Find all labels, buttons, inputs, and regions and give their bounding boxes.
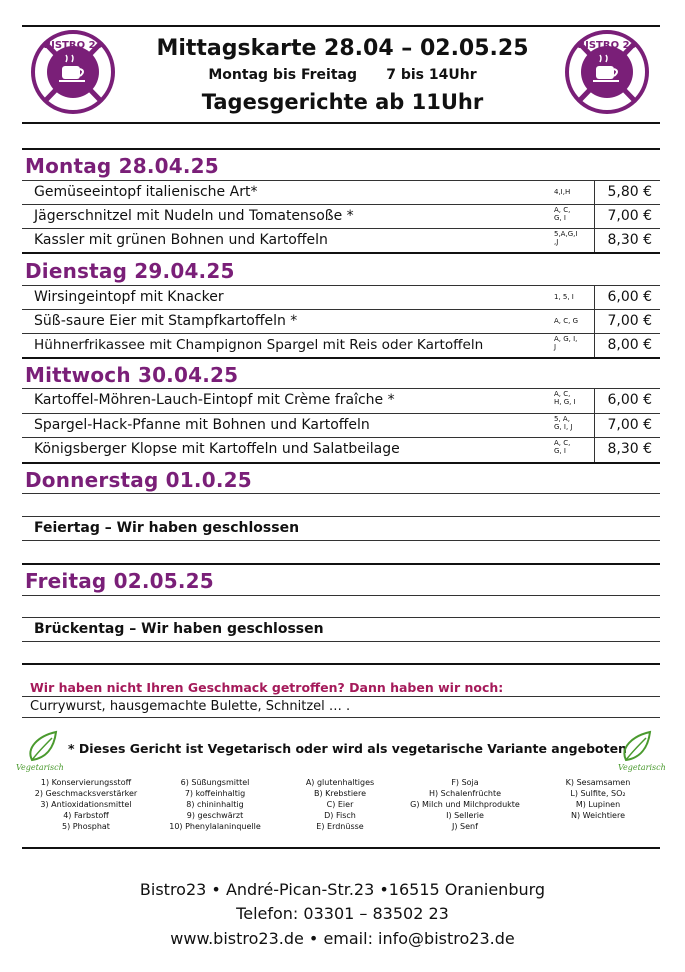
bistro-logo-right <box>560 28 654 122</box>
bistro-logo-left <box>26 28 120 122</box>
dish-allergens: 1, 5, I <box>554 293 574 301</box>
legend-item: C) Eier <box>326 800 354 809</box>
legend-item: E) Erdnüsse <box>316 822 364 831</box>
closed-note-thursday: Feiertag – Wir haben geschlossen <box>34 520 300 536</box>
legend-item: K) Sesamsamen <box>565 778 631 787</box>
hours-label: 7 bis 14Uhr <box>386 67 477 83</box>
legend-item: G) Milch und Milchprodukte <box>410 800 520 809</box>
price-separator <box>594 180 595 252</box>
vegetarian-badge-left: Vegetarisch <box>16 763 64 772</box>
alternatives-items: Currywurst, hausgemachte Bulette, Schnitzel … . <box>30 699 351 714</box>
dish-name: Spargel-Hack-Pfanne mit Bohnen und Kartoffeln <box>34 417 370 433</box>
legend-item: M) Lupinen <box>575 800 621 809</box>
legend-item: 4) Farbstoff <box>63 811 109 820</box>
legend-item: B) Krebstiere <box>314 789 366 798</box>
dish-allergens: 4,I,H <box>554 188 571 196</box>
legend-item: 3) Antioxidationsmittel <box>40 800 132 809</box>
dish-name: Königsberger Klopse mit Kartoffeln und Salatbeilage <box>34 441 400 457</box>
day-heading-monday: Montag 28.04.25 <box>25 154 219 178</box>
dish-name: Jägerschnitzel mit Nudeln und Tomatensoße * <box>34 208 354 224</box>
row-rule <box>22 309 660 310</box>
top-rule <box>22 25 660 27</box>
dish-price: 5,80 € <box>607 184 652 200</box>
row-rule <box>22 696 660 697</box>
vegetarian-leaf-icon-left <box>16 728 68 774</box>
legend-item: A) glutenhaltiges <box>305 778 375 787</box>
days-label: Montag bis Freitag <box>208 67 357 83</box>
legend-item: D) Fisch <box>324 811 356 820</box>
day-rule <box>22 357 660 359</box>
legend-item: 6) Süßungsmittel <box>180 778 250 787</box>
header-rule <box>22 122 660 124</box>
dish-allergens: A, C, H, G, I <box>554 390 576 406</box>
dish-name: Hühnerfrikassee mit Champignon Spargel mit Reis oder Kartoffeln <box>34 337 484 353</box>
dish-name: Kassler mit grünen Bohnen und Kartoffeln <box>34 232 328 248</box>
alternatives-heading: Wir haben nicht Ihren Geschmack getroffen? Dann haben wir noch: <box>30 680 504 695</box>
row-rule <box>22 228 660 229</box>
row-rule <box>22 437 660 438</box>
legend-item: I) Sellerie <box>446 811 484 820</box>
price-separator <box>594 388 595 462</box>
opening-hours <box>120 67 565 83</box>
legend-item: H) Schalenfrüchte <box>428 789 502 798</box>
row-rule <box>22 641 660 642</box>
dish-allergens: A, C, G <box>554 317 579 325</box>
day-heading-thursday: Donnerstag 01.0.25 <box>25 468 252 492</box>
dish-price: 7,00 € <box>607 208 652 224</box>
row-rule <box>22 204 660 205</box>
svg-text:BISTRO 23: BISTRO 23 <box>577 40 637 51</box>
row-rule <box>22 388 660 389</box>
vegetarian-note: * Dieses Gericht ist Vegetarisch oder wird als vegetarische Variante angeboten <box>68 741 627 756</box>
footer-rule <box>22 847 660 849</box>
legend-item: 8) chininhaltig <box>186 800 244 809</box>
legend-item: 10) Phenylalaninquelle <box>169 822 261 831</box>
row-rule <box>22 180 660 181</box>
legend-item: 7) koffeinhaltig <box>184 789 246 798</box>
day-rule <box>22 462 660 464</box>
price-separator <box>594 285 595 357</box>
legend-item: 1) Konservierungsstoff <box>40 778 132 787</box>
legend-item: 5) Phosphat <box>62 822 110 831</box>
dish-allergens: 5, A, G, I, J <box>554 415 573 431</box>
legend-item: J) Senf <box>452 822 478 831</box>
legend-item: 9) geschwärzt <box>186 811 244 820</box>
day-heading-tuesday: Dienstag 29.04.25 <box>25 259 235 283</box>
row-rule <box>22 516 660 517</box>
legend-column-additives-2 <box>160 777 270 832</box>
footer-address: Bistro23 • André-Pican-Str.23 •16515 Oranienburg <box>139 880 546 899</box>
day-heading-friday: Freitag 02.05.25 <box>25 569 214 593</box>
vegetarian-badge-right: Vegetarisch <box>618 763 666 772</box>
row-rule <box>22 717 660 718</box>
svg-text:BISTRO 23: BISTRO 23 <box>43 40 103 51</box>
dish-price: 8,30 € <box>607 441 652 457</box>
row-rule <box>22 617 660 618</box>
legend-item: N) Weichtiere <box>570 811 626 820</box>
dish-price: 7,00 € <box>607 417 652 433</box>
dish-name: Süß-saure Eier mit Stampfkartoffeln * <box>34 313 298 329</box>
menu-subtitle: Tagesgerichte ab 11Uhr <box>201 90 484 114</box>
row-rule <box>22 493 660 494</box>
row-rule <box>22 285 660 286</box>
vegetarian-leaf-icon-right <box>616 728 668 774</box>
menu-title: Mittagskarte 28.04 – 02.05.25 <box>156 36 529 61</box>
section-top-rule <box>22 148 660 150</box>
legend-item: 2) Geschmacksverstärker <box>34 789 138 798</box>
legend-column-additives-1 <box>28 777 144 832</box>
day-heading-wednesday: Mittwoch 30.04.25 <box>25 363 239 387</box>
dish-price: 8,00 € <box>607 337 652 353</box>
day-rule <box>22 252 660 254</box>
dish-allergens: A, C, G, I <box>554 206 571 222</box>
row-rule <box>22 333 660 334</box>
day-rule <box>22 563 660 565</box>
footer-web: www.bistro23.de • email: info@bistro23.de <box>170 929 515 948</box>
dish-price: 6,00 € <box>607 289 652 305</box>
legend-column-allergens-1 <box>290 777 390 832</box>
row-rule <box>22 540 660 541</box>
legend-item: L) Sulfite, SO₂ <box>570 789 626 798</box>
dish-price: 7,00 € <box>607 313 652 329</box>
dish-price: 8,30 € <box>607 232 652 248</box>
closed-note-friday: Brückentag – Wir haben geschlossen <box>34 621 324 637</box>
row-rule <box>22 413 660 414</box>
dish-price: 6,00 € <box>607 392 652 408</box>
day-rule <box>22 663 660 665</box>
legend-column-allergens-3 <box>548 777 648 821</box>
dish-allergens: A, C, G, I <box>554 439 571 455</box>
dish-name: Gemüseeintopf italienische Art* <box>34 184 258 200</box>
legend-column-allergens-2 <box>400 777 530 832</box>
dish-name: Wirsingeintopf mit Knacker <box>34 289 224 305</box>
dish-allergens: 5,A,G,I ,J <box>554 230 578 246</box>
footer-phone: Telefon: 03301 – 83502 23 <box>236 904 449 923</box>
legend-item: F) Soja <box>451 778 479 787</box>
row-rule <box>22 595 660 596</box>
dish-name: Kartoffel-Möhren-Lauch-Eintopf mit Crème fraîche * <box>34 392 395 408</box>
dish-allergens: A, G, I, J <box>554 335 578 351</box>
